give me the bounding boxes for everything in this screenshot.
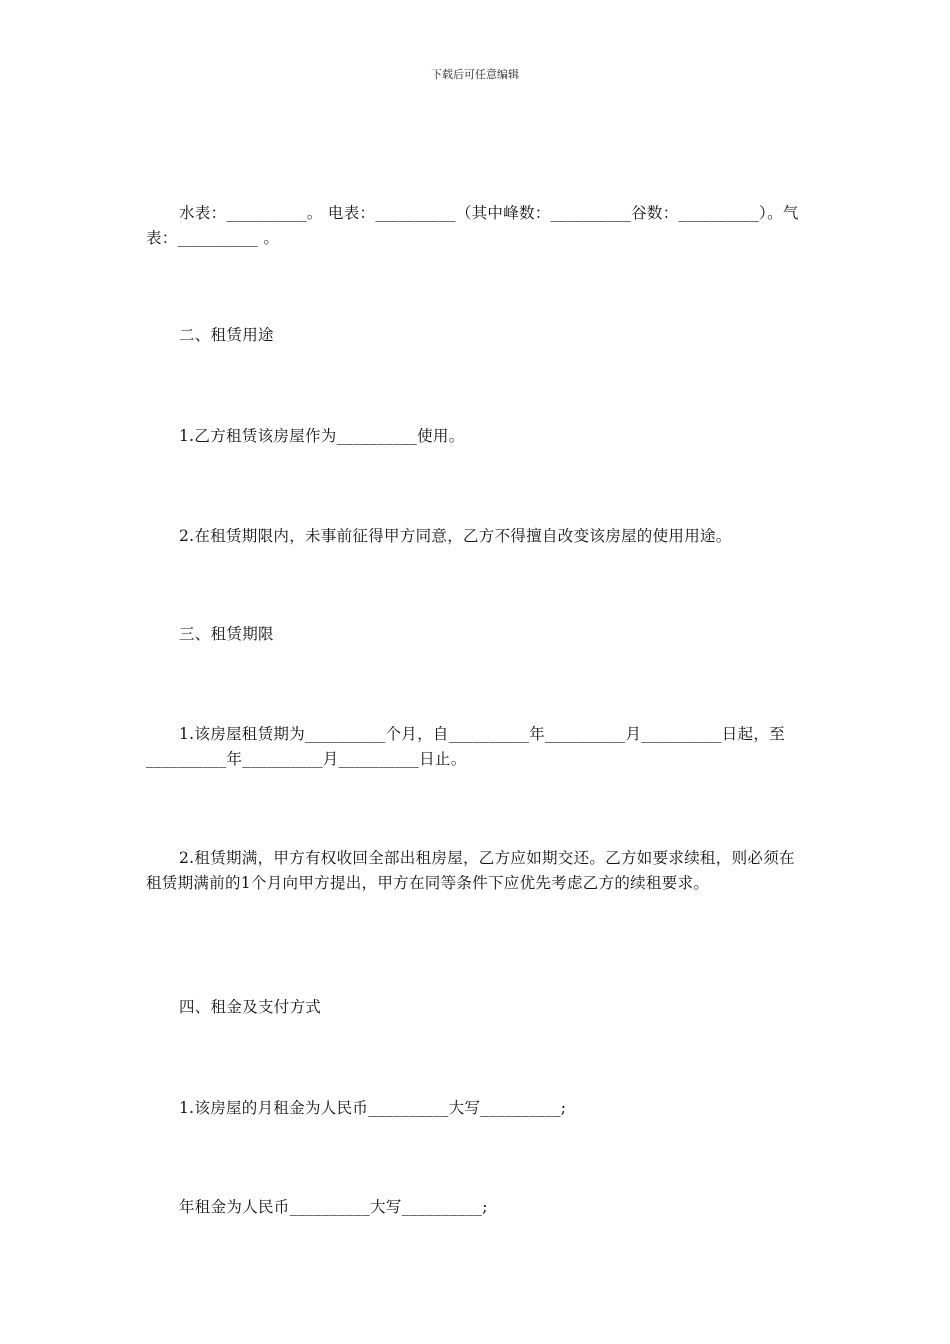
section-3-clause-2: 2.租赁期满，甲方有权收回全部出租房屋，乙方应如期交还。乙方如要求续租，则必须在租赁期满前的1个月向甲方提出，甲方在同等条件下应优先考虑乙方的续租要求。 (146, 849, 795, 892)
section-2-clause-2: 2.在租赁期限内，未事前征得甲方同意，乙方不得擅自改变该房屋的使用用途。 (179, 527, 732, 545)
section-4-clause-1: 1.该房屋的月租金为人民币__________大写__________; (179, 1099, 567, 1117)
section-3-clause-1: 1.该房屋租赁期为__________个月，自__________年__________月__________日起，至__________年__________月__________日止。 (146, 725, 785, 768)
section-2-clause-1: 1.乙方租赁该房屋作为__________使用。 (179, 427, 465, 445)
page-header: 下载后可任意编辑 (431, 68, 519, 81)
meter-readings-paragraph: 水表：__________。 电表：__________（其中峰数：__________谷数：__________）。气表：__________ 。 (146, 204, 799, 247)
section-3-heading: 三、租赁期限 (179, 625, 274, 643)
section-4-clause-2: 年租金为人民币__________大写__________; (179, 1198, 488, 1216)
section-2-heading: 二、租赁用途 (179, 326, 274, 344)
section-4-heading: 四、租金及支付方式 (179, 998, 322, 1016)
